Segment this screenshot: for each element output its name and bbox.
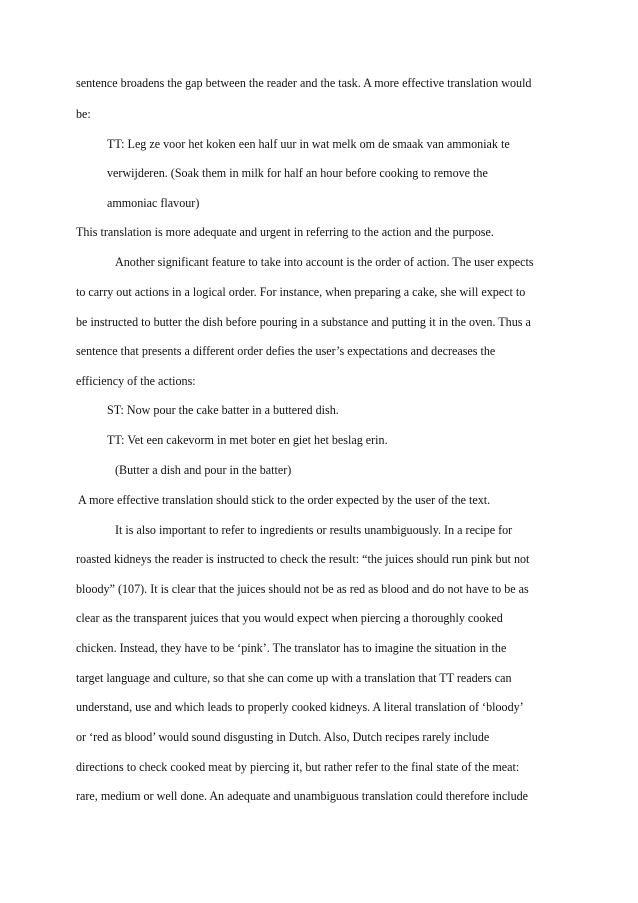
- text-line: directions to check cooked meat by piercing it, but rather refer to the final state of the meat:: [76, 760, 520, 774]
- target-text-line: verwijderen. (Soak them in milk for half an hour before cooking to remove the: [107, 166, 488, 180]
- text-line: A more effective translation should stick to the order expected by the user of the text.: [78, 493, 491, 507]
- paragraph-first-line: Another significant feature to take into account is the order of action. The user expects: [115, 255, 534, 269]
- text-line: chicken. Instead, they have to be ‘pink’. The translator has to imagine the situation in the: [76, 641, 507, 655]
- paragraph-first-line: It is also important to refer to ingredients or results unambiguously. In a recipe for: [115, 523, 513, 537]
- text-line: target language and culture, so that she can come up with a translation that TT readers can: [76, 671, 512, 685]
- source-text-line: ST: Now pour the cake batter in a buttered dish.: [107, 403, 339, 417]
- text-line: or ‘red as blood’ would sound disgusting in Dutch. Also, Dutch recipes rarely include: [76, 730, 490, 744]
- target-text-line: TT: Vet een cakevorm in met boter en giet het beslag erin.: [107, 433, 388, 447]
- text-line: understand, use and which leads to properly cooked kidneys. A literal translation of ‘bloody’: [76, 700, 524, 714]
- text-line: be instructed to butter the dish before pouring in a substance and putting it in the oven. Thus a: [76, 315, 531, 329]
- text-line: roasted kidneys the reader is instructed to check the result: “the juices should run pink but not: [76, 552, 530, 566]
- text-line: This translation is more adequate and urgent in referring to the action and the purpose.: [76, 225, 494, 239]
- text-line: bloody” (107). It is clear that the juices should not be as red as blood and do not have to be as: [76, 582, 529, 596]
- text-line: efficiency of the actions:: [76, 374, 196, 388]
- target-text-line: TT: Leg ze voor het koken een half uur in wat melk om de smaak van ammoniak te: [107, 137, 510, 151]
- text-line: clear as the transparent juices that you would expect when piercing a thoroughly cooked: [76, 611, 503, 625]
- text-line: sentence broadens the gap between the reader and the task. A more effective translation would: [76, 76, 532, 90]
- target-text-line: ammoniac flavour): [107, 196, 200, 210]
- text-line: sentence that presents a different order defies the user’s expectations and decreases the: [76, 344, 496, 358]
- text-line: to carry out actions in a logical order. For instance, when preparing a cake, she will expect to: [76, 285, 526, 299]
- text-line: be:: [76, 107, 91, 121]
- text-line: rare, medium or well done. An adequate and unambiguous translation could therefore include: [76, 789, 529, 803]
- back-translation-line: (Butter a dish and pour in the batter): [115, 463, 292, 477]
